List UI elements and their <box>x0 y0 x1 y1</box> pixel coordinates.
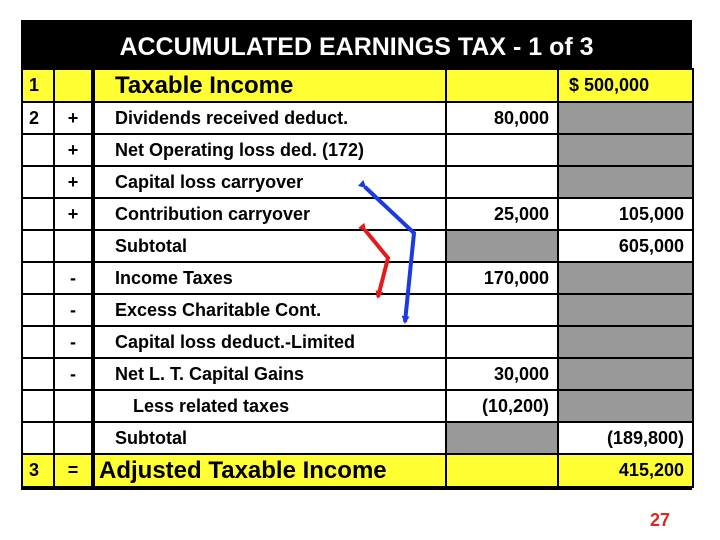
line-number <box>22 294 54 326</box>
amount-cell <box>446 134 558 166</box>
amount-cell <box>446 454 558 487</box>
line-number <box>22 422 54 454</box>
amount-cell: 25,000 <box>446 198 558 230</box>
amount-cell <box>446 294 558 326</box>
amount-cell <box>446 69 558 102</box>
row-label: Dividends received deduct. <box>93 102 446 134</box>
shaded-cell <box>558 358 693 390</box>
row-label: Adjusted Taxable Income <box>93 454 446 487</box>
table-row <box>22 102 693 134</box>
line-number <box>22 390 54 422</box>
row-label: Contribution carryover <box>93 198 446 230</box>
shaded-cell <box>558 134 693 166</box>
table-row <box>22 134 693 166</box>
operator: + <box>54 102 93 134</box>
table-row <box>22 390 693 422</box>
row-label: Capital loss carryover <box>93 166 446 198</box>
table-row <box>22 422 693 454</box>
slide-title: ACCUMULATED EARNINGS TAX - 1 of 3 <box>119 33 594 61</box>
total-cell: 605,000 <box>558 230 693 262</box>
shaded-cell <box>558 166 693 198</box>
line-number: 1 <box>22 69 54 102</box>
row-label: Net Operating loss ded. (172) <box>93 134 446 166</box>
row-label: Excess Charitable Cont. <box>93 294 446 326</box>
operator <box>54 69 93 102</box>
table-row <box>22 166 693 198</box>
line-number <box>22 134 54 166</box>
operator <box>54 390 93 422</box>
row-label: Taxable Income <box>93 69 446 102</box>
operator: - <box>54 358 93 390</box>
operator: + <box>54 166 93 198</box>
row-label: Net L. T. Capital Gains <box>93 358 446 390</box>
row-label: Capital loss deduct.-Limited <box>93 326 446 358</box>
total-cell: $ 500,000 <box>558 69 693 102</box>
line-number <box>22 262 54 294</box>
table-row <box>22 230 693 262</box>
table-row <box>22 358 693 390</box>
line-number: 2 <box>22 102 54 134</box>
shaded-cell <box>558 390 693 422</box>
total-cell: (189,800) <box>558 422 693 454</box>
line-number <box>22 166 54 198</box>
table-row <box>22 454 693 487</box>
shaded-cell <box>558 262 693 294</box>
table-row <box>22 294 693 326</box>
tax-table <box>21 68 694 488</box>
amount-cell <box>446 326 558 358</box>
amount-cell: 80,000 <box>446 102 558 134</box>
total-cell: 105,000 <box>558 198 693 230</box>
shaded-cell <box>446 422 558 454</box>
table-row <box>22 326 693 358</box>
shaded-cell <box>558 294 693 326</box>
operator: + <box>54 198 93 230</box>
row-label: Subtotal <box>93 230 446 262</box>
table-row <box>22 69 693 102</box>
total-cell: 415,200 <box>558 454 693 487</box>
table-row <box>22 198 693 230</box>
operator: + <box>54 134 93 166</box>
operator <box>54 422 93 454</box>
line-number <box>22 326 54 358</box>
shaded-cell <box>446 230 558 262</box>
amount-cell: 30,000 <box>446 358 558 390</box>
table-row <box>22 262 693 294</box>
operator: - <box>54 262 93 294</box>
row-label: Less related taxes <box>93 390 446 422</box>
line-number <box>22 358 54 390</box>
operator: = <box>54 454 93 487</box>
row-label: Income Taxes <box>93 262 446 294</box>
operator: - <box>54 294 93 326</box>
line-number <box>22 198 54 230</box>
operator <box>54 230 93 262</box>
shaded-cell <box>558 102 693 134</box>
amount-cell: 170,000 <box>446 262 558 294</box>
amount-cell <box>446 166 558 198</box>
shaded-cell <box>558 326 693 358</box>
line-number <box>22 230 54 262</box>
line-number: 3 <box>22 454 54 487</box>
row-label: Subtotal <box>93 422 446 454</box>
page-number: 27 <box>649 510 671 530</box>
operator: - <box>54 326 93 358</box>
amount-cell: (10,200) <box>446 390 558 422</box>
